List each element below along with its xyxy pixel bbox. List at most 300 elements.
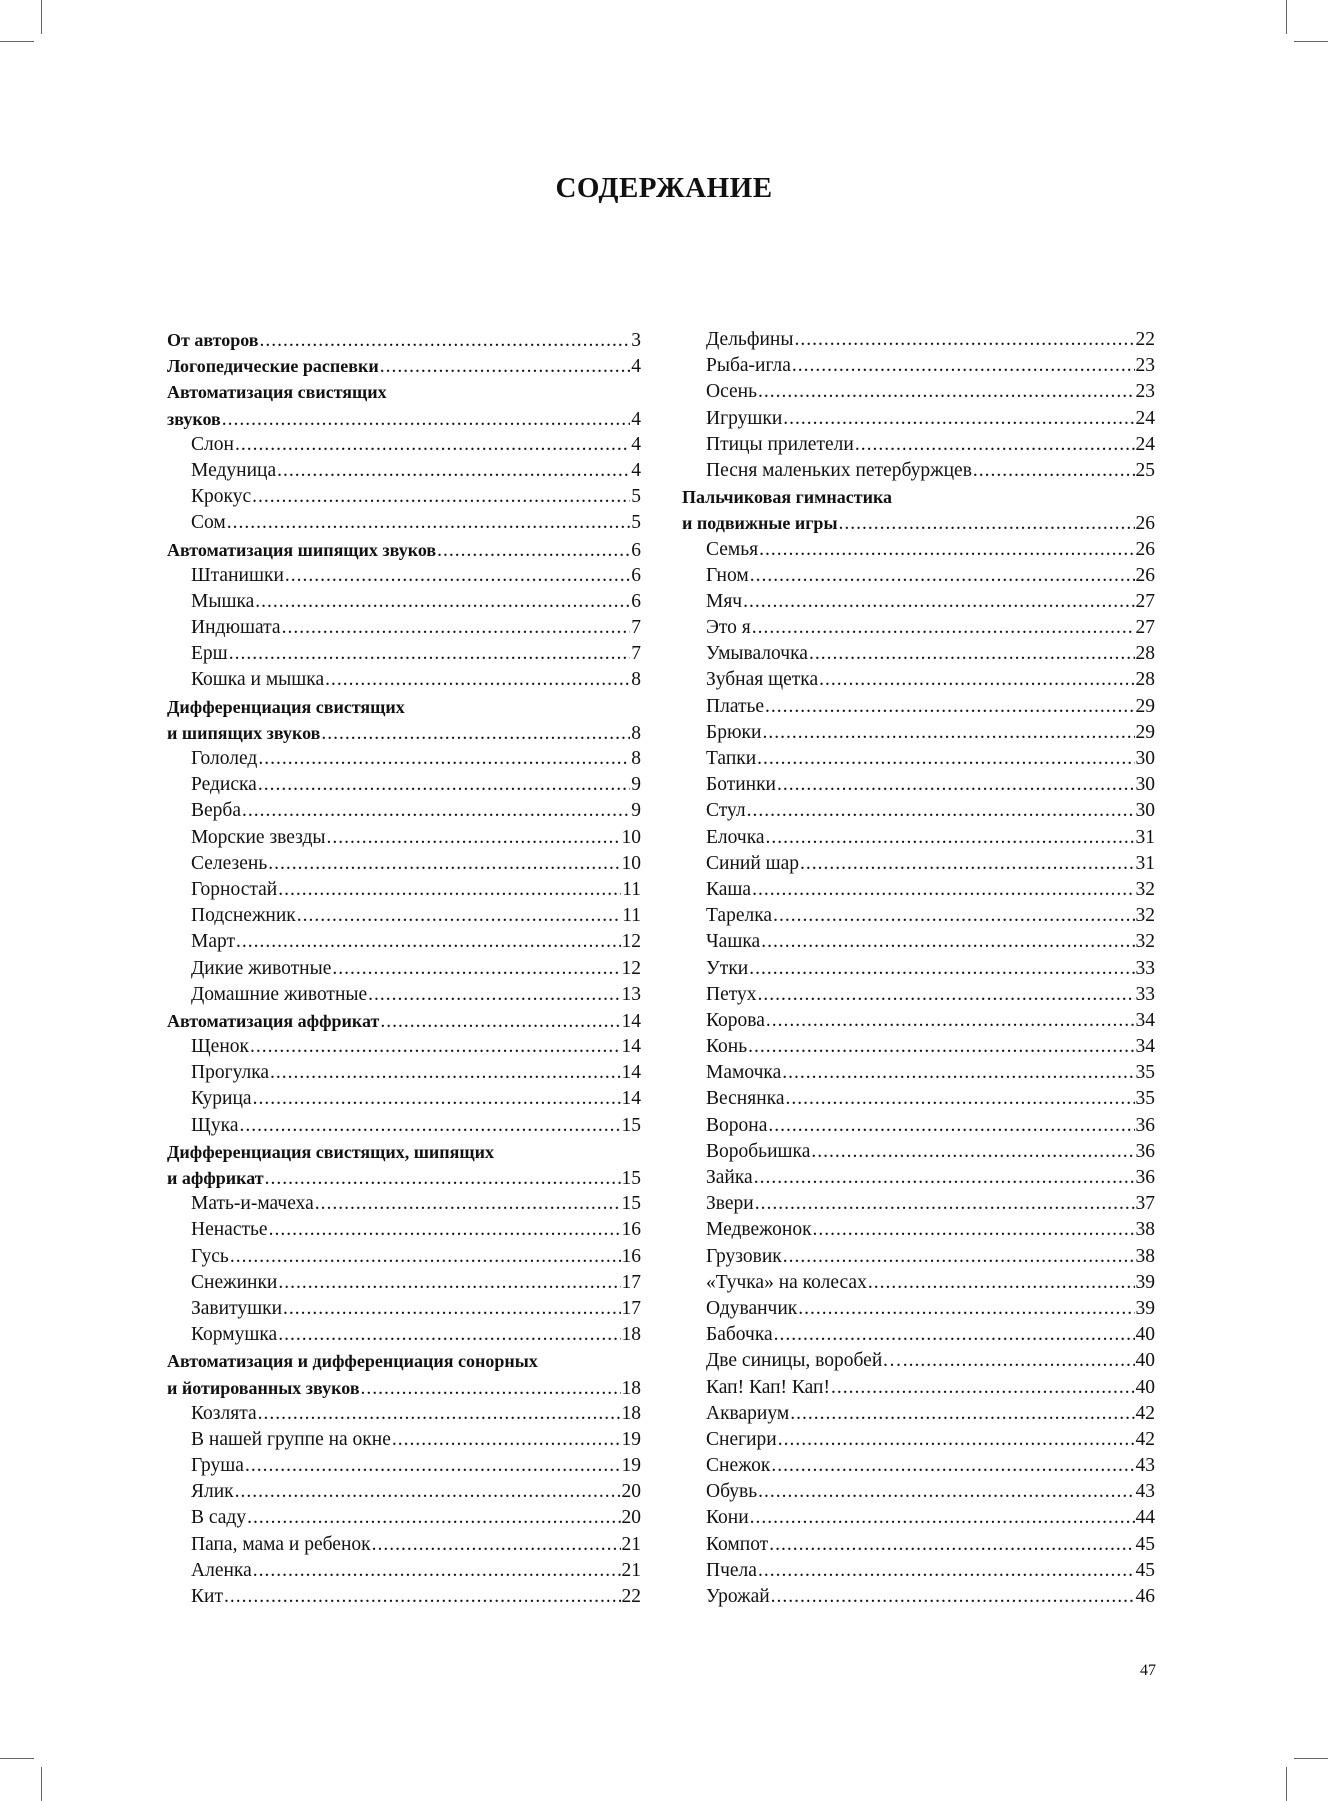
toc-entry-page: 42: [1135, 1428, 1155, 1450]
toc-entry-label: В нашей группе на окне: [191, 1428, 391, 1450]
toc-entry: [682, 929, 1155, 955]
crop-mark: [1294, 41, 1328, 42]
toc-entry-label: Умывалочка: [706, 643, 808, 665]
toc-entry-label: Груша: [191, 1455, 244, 1477]
toc-entry-label: Компот: [706, 1533, 769, 1555]
toc-entry-page: 20: [621, 1481, 641, 1503]
toc-entry-label: Пальчиковая гимнастика: [682, 487, 893, 508]
toc-entry-leader: [270, 1060, 620, 1086]
toc-entry: [167, 1244, 641, 1270]
toc-entry-page: 40: [1135, 1350, 1155, 1372]
toc-entry-label: Кит: [191, 1586, 223, 1607]
toc-entry-leader: [758, 379, 1135, 405]
toc-entry-page: 9: [631, 774, 641, 796]
toc-entry: [682, 1322, 1155, 1348]
toc-entry: [167, 1113, 641, 1139]
toc-entry-label: и шипящих звуков: [167, 722, 321, 743]
toc-entry-label: Осень: [706, 381, 757, 403]
toc-entry-label: Птицы прилетели: [706, 433, 854, 455]
toc-entry-leader: [809, 641, 1135, 667]
toc-entry-leader: [277, 458, 630, 484]
toc-entry-leader: [813, 1217, 1135, 1243]
toc-entry: [167, 1296, 641, 1322]
toc-entry-page: 24: [1135, 433, 1155, 455]
toc-entry-leader: [783, 1244, 1135, 1270]
toc-entry: [167, 746, 641, 772]
toc-entry: [682, 1453, 1155, 1479]
toc-entry-label: Урожай: [706, 1586, 770, 1607]
toc-entry-leader: [250, 1034, 621, 1060]
page-number: 47: [1140, 1662, 1156, 1679]
toc-entry-label: Дифференциация свистящих: [167, 696, 405, 717]
toc-entry-label: Завитушки: [191, 1297, 283, 1319]
toc-entry: [682, 327, 1155, 353]
toc-entry-leader: [771, 1584, 1135, 1610]
toc-entry-page: 35: [1135, 1062, 1155, 1084]
toc-entry-page: 11: [622, 905, 641, 927]
toc-entry-page: 11: [622, 878, 641, 900]
toc-entry-page: 4: [631, 459, 641, 481]
toc-entry-page: 38: [1135, 1245, 1155, 1267]
toc-entry-page: 21: [621, 1559, 641, 1581]
toc-entry-label: Тарелка: [706, 905, 773, 927]
toc-entry-leader: [258, 746, 630, 772]
toc-entry: [682, 353, 1155, 379]
toc-entry-leader: [255, 589, 630, 615]
toc-entry-label: Ерш: [191, 643, 228, 665]
toc-entry-page: 8: [631, 722, 641, 744]
toc-entry: [682, 1244, 1155, 1270]
toc-entry: [682, 825, 1155, 851]
toc-entry-leader: [235, 432, 630, 458]
toc-entry-label: Селезень: [191, 852, 268, 874]
toc-entry-page: 43: [1135, 1455, 1155, 1477]
toc-entry-leader: [768, 1113, 1134, 1139]
toc-entry-label: Папа, мама и ребенок: [191, 1533, 371, 1555]
toc-entry-label: звуков: [167, 408, 221, 429]
toc-entry-page: 27: [1135, 617, 1155, 639]
toc-entry: [167, 1060, 641, 1086]
toc-entry-label: Ворона: [706, 1114, 768, 1136]
toc-entry: [167, 1505, 641, 1531]
toc-entry-leader: [761, 929, 1134, 955]
toc-entry-label: Логопедические распевки: [167, 356, 379, 377]
toc-entry-label: Это я: [706, 617, 751, 639]
crop-mark: [1286, 1767, 1287, 1801]
toc-entry-label: Одуванчик: [706, 1297, 798, 1319]
toc-entry: [682, 667, 1155, 693]
toc-entry-label: Мать-и-мачеха: [191, 1193, 314, 1215]
toc-entry-leader: [903, 1348, 1135, 1374]
toc-entry-label: Две синицы, воробей…: [706, 1350, 902, 1372]
toc-entry-label: Петух: [706, 983, 757, 1005]
toc-entry-leader: [315, 1191, 621, 1217]
toc-entry-page: 16: [621, 1219, 641, 1241]
toc-entry: [167, 1375, 641, 1401]
toc-entry: [682, 1139, 1155, 1165]
toc-entry-page: 10: [621, 852, 641, 874]
toc-entry-page: 4: [631, 356, 641, 378]
toc-entry: [682, 982, 1155, 1008]
toc-entry: [167, 1401, 641, 1427]
toc-entry-page: 26: [1135, 513, 1155, 535]
toc-entry: [682, 694, 1155, 720]
toc-entry: [682, 956, 1155, 982]
toc-entry-page: 33: [1135, 957, 1155, 979]
toc-entry-label: Дифференциация свистящих, шипящих: [167, 1141, 494, 1162]
toc-entry: [167, 1165, 641, 1191]
toc-entry-page: 6: [631, 590, 641, 612]
toc-entry-page: 10: [621, 826, 641, 848]
toc-entry-page: 31: [1135, 826, 1155, 848]
toc-entry: [167, 615, 641, 641]
toc-entry-page: 22: [1135, 329, 1155, 350]
toc-entry-leader: [798, 1296, 1134, 1322]
toc-entry: [682, 1348, 1155, 1374]
toc-entry-page: 36: [1135, 1167, 1155, 1188]
toc-entry-label: Рыба-игла: [706, 355, 791, 377]
toc-entry-label: Кошка и мышка: [191, 669, 325, 691]
toc-entry-page: 8: [631, 748, 641, 769]
toc-entry-label: Кормушка: [191, 1324, 278, 1346]
toc-entry: [167, 1139, 641, 1165]
toc-entry-leader: [754, 1165, 1135, 1191]
toc-entry-page: 9: [631, 800, 641, 822]
toc-entry-page: 3: [631, 330, 641, 351]
toc-entry: [682, 406, 1155, 432]
toc-entry: [682, 903, 1155, 929]
toc-entry-label: Синий шар: [706, 852, 800, 874]
toc-entry-leader: [282, 615, 631, 641]
toc-entry-leader: [327, 825, 621, 851]
toc-entry: [682, 1217, 1155, 1243]
toc-entry-label: Стул: [706, 800, 746, 822]
toc-entry-label: Ботинки: [706, 774, 776, 796]
toc-entry-page: 36: [1135, 1140, 1155, 1162]
toc-entry: [167, 825, 641, 851]
toc-entry-leader: [260, 328, 631, 354]
toc-entry-leader: [247, 1505, 620, 1531]
toc-entry-leader: [361, 1376, 621, 1402]
toc-entry-page: 22: [621, 1586, 641, 1607]
toc-entry-leader: [778, 1427, 1135, 1453]
toc-entry-leader: [758, 1479, 1134, 1505]
toc-entry-leader: [253, 1086, 621, 1112]
toc-entry-leader: [258, 1401, 621, 1427]
toc-entry-label: Слон: [191, 433, 234, 455]
toc-entry-label: Кап! Кап! Кап!: [706, 1376, 830, 1398]
toc-entry-page: 5: [631, 512, 641, 534]
toc-entry-leader: [230, 1244, 621, 1270]
toc-entry: [167, 798, 641, 824]
toc-entry-label: Щука: [191, 1114, 239, 1136]
toc-entry-page: 24: [1135, 407, 1155, 429]
toc-entry: [167, 641, 641, 667]
toc-entry-leader: [831, 1375, 1135, 1401]
toc-entry-label: Автоматизация и дифференциация сонорных: [167, 1351, 538, 1372]
toc-entry-leader: [747, 798, 1135, 824]
toc-entry-leader: [242, 798, 630, 824]
toc-entry: [167, 1008, 641, 1034]
crop-mark: [1294, 1758, 1328, 1759]
toc-entry-label: Гном: [706, 564, 749, 586]
toc-entry-page: 40: [1135, 1376, 1155, 1398]
toc-entry: [167, 720, 641, 746]
toc-entry-label: Снежинки: [191, 1271, 278, 1293]
toc-entry-page: 35: [1135, 1088, 1155, 1110]
toc-entry: [682, 746, 1155, 772]
toc-entry-label: Домашние животные: [191, 983, 368, 1005]
toc-entry: [682, 1427, 1155, 1453]
toc-entry-label: Гусь: [191, 1245, 229, 1267]
toc-entry: [167, 1532, 641, 1558]
toc-entry-leader: [278, 1322, 620, 1348]
page-title: СОДЕРЖАНИЕ: [555, 172, 773, 204]
toc-entry-leader: [855, 432, 1135, 458]
toc-entry-label: Горностай: [191, 878, 278, 900]
toc-entry-page: 28: [1135, 669, 1155, 691]
toc-entry-label: Снежок: [706, 1455, 771, 1477]
toc-entry-label: Автоматизация аффрикат: [167, 1010, 380, 1031]
toc-entry: [167, 537, 641, 563]
crop-mark: [0, 41, 34, 42]
toc-entry: [682, 1113, 1155, 1139]
toc-entry-page: 30: [1135, 774, 1155, 796]
toc-entry-page: 18: [621, 1377, 641, 1399]
toc-entry-leader: [245, 1453, 621, 1479]
toc-entry-page: 36: [1135, 1114, 1155, 1136]
toc-entry: [167, 1191, 641, 1217]
crop-mark: [41, 1767, 42, 1801]
toc-entry-leader: [380, 1009, 620, 1035]
toc-entry: [682, 615, 1155, 641]
toc-entry-leader: [762, 720, 1134, 746]
toc-entry-leader: [774, 1322, 1135, 1348]
toc-entry-leader: [794, 327, 1134, 353]
toc-entry-label: От авторов: [167, 330, 259, 350]
toc-entry: [167, 903, 641, 929]
toc-entry-label: Мяч: [706, 590, 743, 612]
toc-entry: [167, 327, 641, 353]
toc-entry-page: 7: [631, 617, 641, 639]
toc-entry-page: 32: [1135, 905, 1155, 927]
toc-entry: [682, 1270, 1155, 1296]
toc-entry-label: Обувь: [706, 1481, 758, 1503]
toc-entry: [682, 510, 1155, 536]
toc-entry-leader: [265, 1166, 621, 1192]
toc-entry-leader: [372, 1532, 621, 1558]
toc-entry-leader: [750, 563, 1135, 589]
toc-entry-page: 28: [1135, 643, 1155, 665]
toc-entry-label: Медуница: [191, 459, 277, 481]
toc-entry: [167, 1322, 641, 1348]
toc-entry-page: 19: [621, 1455, 641, 1477]
toc-entry-leader: [236, 929, 620, 955]
toc-entry: [682, 1401, 1155, 1427]
toc-entry: [682, 1008, 1155, 1034]
toc-entry-leader: [278, 877, 621, 903]
toc-entry-label: Кони: [706, 1507, 749, 1529]
toc-entry: [682, 1558, 1155, 1584]
toc-entry: [167, 353, 641, 379]
toc-entry-leader: [437, 538, 630, 564]
toc-entry-label: Медвежонок: [706, 1219, 812, 1241]
toc-entry-label: Каша: [706, 878, 752, 900]
toc-entry-leader: [819, 667, 1134, 693]
toc-entry-label: Подснежник: [191, 905, 296, 927]
toc-entry-leader: [392, 1427, 621, 1453]
toc-entry-label: Корова: [706, 1009, 765, 1031]
toc-entry-page: 14: [621, 1088, 641, 1110]
toc-entry-page: 4: [631, 408, 641, 430]
toc-entry-label: Снегири: [706, 1428, 777, 1450]
toc-entry-leader: [227, 510, 631, 536]
toc-entry-label: Ненастье: [191, 1219, 268, 1241]
toc-entry: [682, 432, 1155, 458]
toc-entry-label: Платье: [706, 695, 765, 717]
toc-entry-label: Щенок: [191, 1036, 249, 1058]
toc-entry: [682, 537, 1155, 563]
toc-entry-label: Веснянка: [706, 1088, 785, 1110]
toc-entry-page: 39: [1135, 1297, 1155, 1319]
toc-entry-page: 12: [621, 957, 641, 979]
toc-entry-page: 15: [621, 1193, 641, 1215]
toc-entry: [167, 458, 641, 484]
toc-entry: [167, 484, 641, 510]
toc-entry-page: 26: [1135, 538, 1155, 560]
toc-entry-leader: [782, 1060, 1134, 1086]
toc-entry: [167, 1217, 641, 1243]
toc-entry-label: Автоматизация шипящих звуков: [167, 539, 437, 560]
toc-entry-page: 45: [1135, 1559, 1155, 1581]
toc-entry-leader: [268, 851, 620, 877]
toc-entry-leader: [258, 772, 630, 798]
toc-entry-page: 32: [1135, 931, 1155, 953]
toc-entry: [682, 458, 1155, 484]
toc-entry-page: 37: [1135, 1193, 1155, 1215]
toc-entry-label: Бабочка: [706, 1324, 773, 1346]
toc-entry-page: 6: [631, 564, 641, 586]
toc-entry: [167, 956, 641, 982]
toc-entry-leader: [325, 667, 630, 693]
toc-entry-leader: [773, 903, 1134, 929]
toc-entry-page: 13: [621, 983, 641, 1005]
toc-entry-page: 25: [1135, 459, 1155, 481]
toc-entry: [682, 641, 1155, 667]
toc-entry-label: Штанишки: [191, 564, 284, 586]
toc-entry-label: Брюки: [706, 721, 762, 743]
toc-entry-leader: [766, 1008, 1135, 1034]
toc-entry-leader: [755, 1191, 1135, 1217]
toc-entry-leader: [297, 903, 621, 929]
toc-entry: [167, 1558, 641, 1584]
toc-entry-page: 20: [621, 1507, 641, 1529]
toc-entry-label: и подвижные игры: [682, 513, 838, 534]
toc-entry-page: 18: [621, 1402, 641, 1424]
crop-mark: [41, 0, 42, 34]
toc-entry-leader: [253, 1558, 621, 1584]
toc-entry-label: Редиска: [191, 774, 257, 796]
toc-entry-leader: [973, 458, 1135, 484]
toc-entry-page: 7: [631, 643, 641, 665]
toc-entry-page: 23: [1135, 381, 1155, 403]
toc-entry-leader: [283, 1296, 620, 1322]
toc-entry-label: Индюшата: [191, 617, 281, 639]
toc-entry: [682, 851, 1155, 877]
toc-entry: [682, 1165, 1155, 1191]
toc-entry: [682, 589, 1155, 615]
toc-entry: [682, 1060, 1155, 1086]
toc-entry-leader: [759, 537, 1134, 563]
toc-entry-leader: [752, 877, 1134, 903]
toc-entry-page: 31: [1135, 852, 1155, 874]
toc-entry-label: Автоматизация свистящих: [167, 382, 387, 403]
toc-entry-label: Тапки: [706, 748, 757, 769]
toc-entry-label: Звери: [706, 1193, 754, 1215]
toc-entry-label: Игрушки: [706, 407, 783, 429]
toc-entry-leader: [285, 563, 630, 589]
toc-entry-leader: [332, 956, 620, 982]
toc-entry-label: Пчела: [706, 1559, 757, 1581]
toc-entry-leader: [783, 406, 1134, 432]
toc-entry: [682, 1584, 1155, 1610]
toc-entry-leader: [278, 1270, 620, 1296]
toc-entry-page: 8: [631, 669, 641, 691]
toc-entry: [167, 694, 641, 720]
toc-entry-label: Дикие животные: [191, 957, 332, 979]
toc-entry-label: Курица: [191, 1088, 252, 1110]
toc-entry-page: 33: [1135, 983, 1155, 1005]
toc-entry: [167, 851, 641, 877]
toc-entry-page: 23: [1135, 355, 1155, 377]
toc-entry: [682, 1034, 1155, 1060]
toc-entry-label: В саду: [191, 1507, 247, 1529]
toc-entry-leader: [771, 1453, 1134, 1479]
toc-entry-label: Песня маленьких петербуржцев: [706, 459, 972, 481]
toc-entry-page: 21: [621, 1533, 641, 1555]
toc-entry: [167, 510, 641, 536]
toc-entry: [682, 1479, 1155, 1505]
toc-entry-leader: [235, 1479, 621, 1505]
toc-entry-page: 15: [621, 1168, 641, 1189]
toc-entry-leader: [380, 354, 631, 380]
toc-left-column: [167, 327, 641, 1610]
toc-entry-label: Елочка: [706, 826, 765, 848]
toc-entry-page: 29: [1135, 721, 1155, 743]
toc-right-column: [682, 327, 1155, 1610]
toc-entry-leader: [777, 772, 1135, 798]
toc-entry-label: Мамочка: [706, 1062, 782, 1084]
toc-entry-page: 30: [1135, 748, 1155, 769]
toc-entry-page: 18: [621, 1324, 641, 1346]
toc-entry: [167, 772, 641, 798]
toc-entry-page: 42: [1135, 1402, 1155, 1424]
toc-entry-page: 12: [621, 931, 641, 953]
toc-entry-leader: [800, 851, 1134, 877]
toc-entry-leader: [790, 1401, 1134, 1427]
toc-entry: [682, 1375, 1155, 1401]
toc-entry-leader: [792, 353, 1135, 379]
toc-entry-label: Гололед: [191, 748, 258, 769]
toc-entry: [167, 982, 641, 1008]
toc-entry-page: 30: [1135, 800, 1155, 822]
toc-entry-page: 17: [621, 1297, 641, 1319]
toc-entry-page: 17: [621, 1271, 641, 1293]
toc-entry-leader: [743, 589, 1134, 615]
toc-entry-label: Аленка: [191, 1559, 252, 1581]
toc-entry-leader: [224, 1584, 621, 1610]
toc-entry: [682, 563, 1155, 589]
